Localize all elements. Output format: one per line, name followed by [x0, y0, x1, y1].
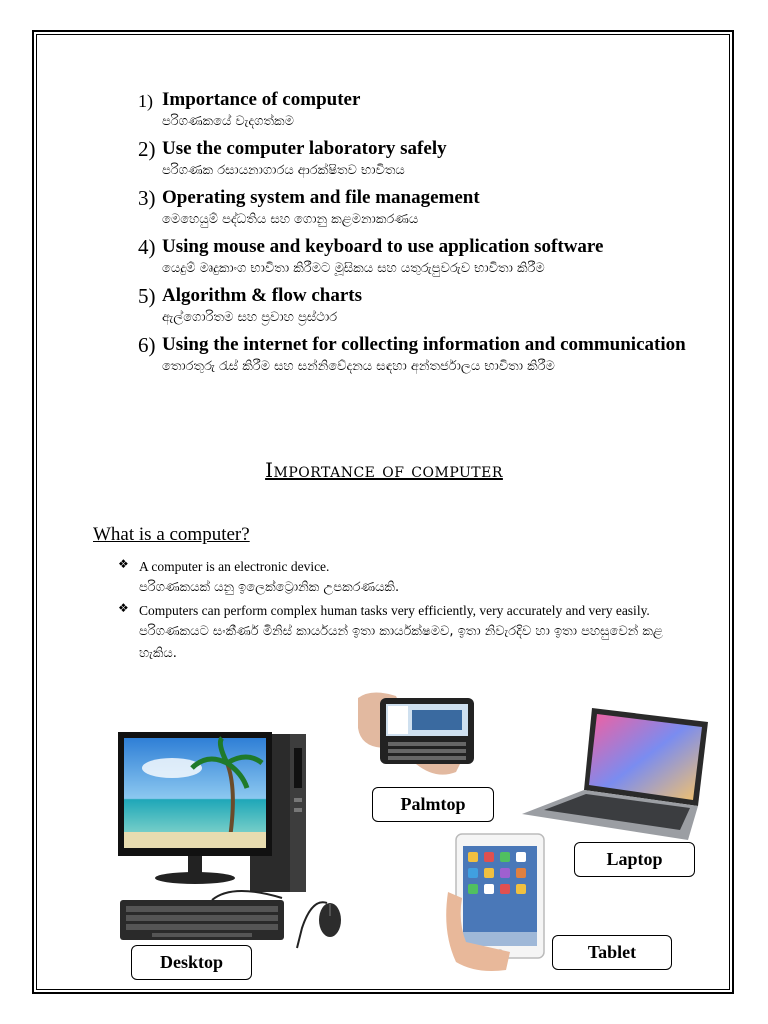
bullet-list [118, 557, 678, 667]
question-heading: What is a computer? [93, 524, 250, 545]
bullet-text-sinhala: පරිගණකයට සංකීර්ණ මිනිස් කාර්යයන් ඉතා කාර්යක්ෂමව, ඉතා නිවැරදිව හා ඉතා පහසුවෙන් කළ හැකිය. [139, 624, 663, 661]
topic-item-3 [138, 186, 698, 229]
topic-item-1 [138, 88, 698, 131]
topic-list [138, 88, 698, 382]
topic-subtitle: පරිගණක රසායනාගාරය ආරක්ෂිතව භාවිතය [162, 163, 405, 178]
laptop-image [520, 704, 710, 844]
bullet-text-english: Computers can perform complex human tasks very efficiently, very accurately and very easily. [139, 603, 650, 618]
topic-number: 4) [138, 235, 156, 259]
topic-title: Use the computer laboratory safely [162, 138, 447, 159]
desktop-label: Desktop [131, 945, 252, 980]
topic-subtitle: ඇල්ගොරිතම සහ ප්‍රවාහ ප්‍රස්ථාර [162, 310, 338, 325]
desktop-computer-image [112, 728, 347, 958]
topic-subtitle: මෙහෙයුම් පද්ධතිය සහ ගොනු කළමනාකරණය [162, 212, 419, 227]
topic-item-5 [138, 284, 698, 327]
topic-title: Algorithm & flow charts [162, 285, 362, 306]
laptop-label: Laptop [574, 842, 695, 877]
bullet-item [118, 557, 678, 599]
topic-number: 6) [138, 333, 156, 357]
tablet-image [446, 832, 556, 974]
bullet-item [118, 601, 678, 665]
topic-number: 2) [138, 137, 156, 161]
bullet-text-sinhala: පරිගණකයක් යනු ඉලෙක්ට්‍රොනික උපකරණයකි. [139, 580, 400, 595]
bullet-text-english: A computer is an electronic device. [139, 559, 330, 574]
topic-number: 1) [138, 91, 153, 111]
topic-subtitle: පරිගණකයේ වැදගත්කම [162, 114, 294, 129]
topic-subtitle: යෙදුම් මෘදුකාංග භාවිතා කිරීමට මූසිකය සහ යතුරුපුවරුව භාවිතා කිරීම [162, 261, 545, 276]
topic-number: 5) [138, 284, 156, 308]
topic-number: 3) [138, 186, 156, 210]
topic-title: Operating system and file management [162, 187, 480, 208]
topic-item-2 [138, 137, 698, 180]
topic-title: Importance of computer [162, 89, 361, 110]
topic-item-6 [138, 333, 698, 376]
section-heading: Importance of computer [265, 458, 503, 482]
topic-title: Using mouse and keyboard to use application software [162, 236, 604, 257]
palmtop-image [356, 688, 478, 780]
tablet-label: Tablet [552, 935, 672, 970]
topic-subtitle: තොරතුරු රැස් කිරීම සහ සන්නිවේදනය සඳහා අන්තර්ජාලය භාවිතා කිරීම [162, 359, 555, 374]
diamond-bullet-icon: ❖ [118, 557, 129, 571]
diamond-bullet-icon: ❖ [118, 601, 129, 615]
topic-item-4 [138, 235, 698, 278]
palmtop-label: Palmtop [372, 787, 494, 822]
topic-title: Using the internet for collecting information and communication [162, 334, 686, 355]
